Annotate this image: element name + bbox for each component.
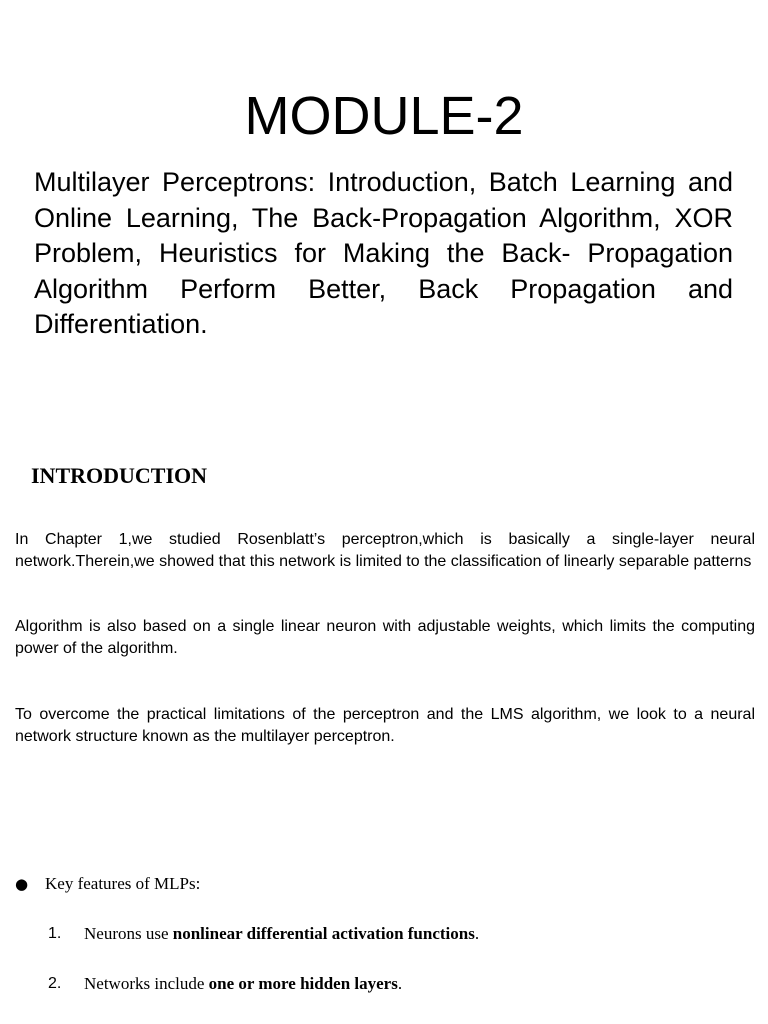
feature-item-prefix: Neurons use: [84, 924, 173, 943]
feature-item-text: [84, 972, 402, 996]
feature-item-2: [15, 972, 755, 996]
intro-paragraph-2: Algorithm is also based on a single linear neuron with adjustable weights, which limits the computing power of the algorithm.: [15, 618, 755, 657]
feature-item-number: 1.: [48, 925, 62, 942]
bullet-icon: ●: [15, 875, 29, 893]
key-features-list: [15, 872, 755, 993]
key-features-label: Key features of MLPs:: [45, 874, 201, 893]
feature-item-prefix: Networks include: [84, 974, 209, 993]
intro-paragraph-1: In Chapter 1,we studied Rosenblatt’s perceptron,which is basically a single-layer neural network.Therein,we showed that this network is limited to the classification of linearly separable patterns: [15, 531, 755, 570]
feature-item-text: [84, 922, 479, 946]
feature-item-emphasis: nonlinear differential activation functions: [172, 924, 475, 943]
module-syllabus: Multilayer Perceptrons: Introduction, Batch Learning and Online Learning, The Back-Propagation Algorithm, XOR Problem, Heuristics for Making the Back- Propagation Algorithm Perform Better, Back Propagation and Differentiation.: [34, 167, 733, 339]
module-title: MODULE-2: [244, 86, 524, 146]
feature-item-emphasis: one or more hidden layers: [208, 974, 398, 993]
feature-item-suffix: .: [397, 974, 403, 993]
feature-item-suffix: .: [474, 924, 480, 943]
key-features-bullet: [15, 872, 755, 896]
intro-paragraph-3: To overcome the practical limitations of the perceptron and the LMS algorithm, we look to a neural network structure known as the multilayer perceptron.: [15, 706, 755, 745]
introduction-heading: INTRODUCTION: [31, 463, 208, 488]
feature-item-1: [15, 922, 755, 946]
feature-item-number: 2.: [48, 975, 62, 992]
